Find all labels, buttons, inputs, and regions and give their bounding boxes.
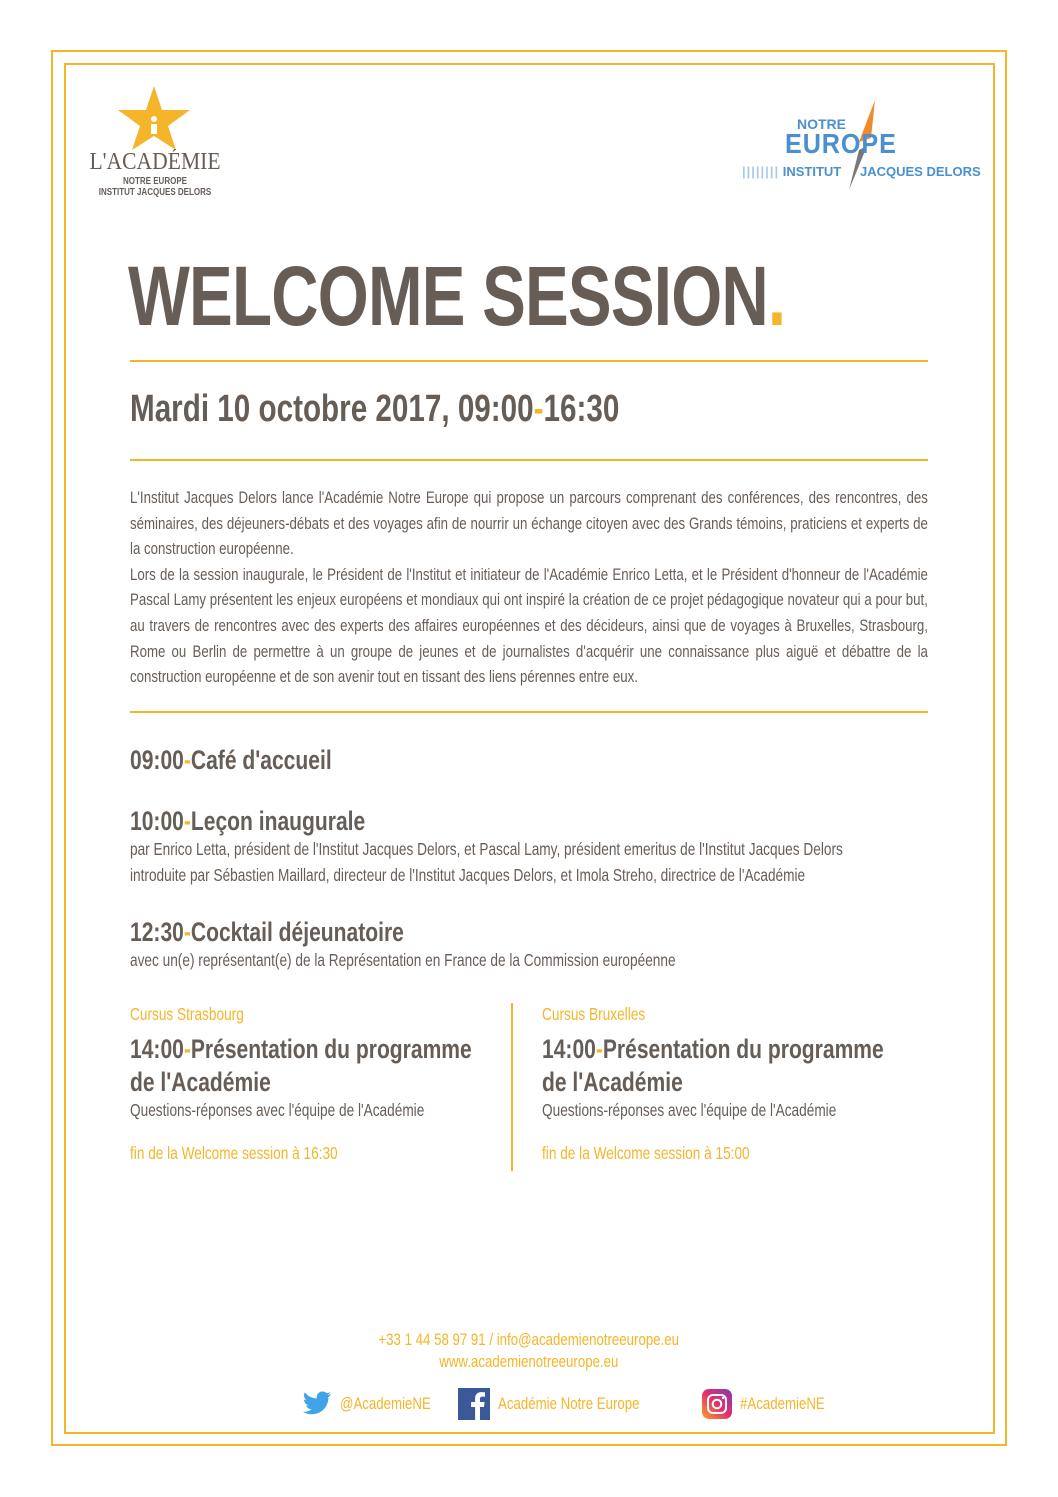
instagram-icon[interactable] [702, 1389, 732, 1419]
logo-institut: INSTITUT [782, 164, 842, 179]
facebook-page[interactable]: Académie Notre Europe [498, 1394, 640, 1413]
logo-notre: NOTRE [797, 116, 846, 132]
intro-text [130, 485, 928, 690]
column-divider [511, 1003, 513, 1171]
intro-paragraph: Lors de la session inaugurale, le Président de l'Institut et initiateur de l'Académie Enrico Letta, et le Président d'honneur de l'Académie Pascal Lamy présentent les enjeux européens et mondiaux qui ont inspiré la création de ce projet pédagogique novateur qui a pour but, au travers de rencontres avec des experts des affaires européennes et des décideurs, ainsi que de voyages à Bruxelles, Strasbourg, Rome ou Berlin de permettre à un groupe de jeunes et de journalistes d'acquérir une connaissance plus aiguë et débattre de la construction européenne et de son avenir tout en tissant des liens pérennes entre eux. [130, 564, 928, 687]
logo-jacques-delors: JACQUES DELORS [860, 164, 981, 179]
schedule-item: 09:00-Café d'accueil [130, 745, 332, 775]
divider [130, 360, 928, 362]
cursus-bruxelles: Cursus Bruxelles 14:00-Présentation du programme de l'Académie Questions-réponses avec l'équipe de l'Académie fin de la Welcome session à 15:00 [542, 1004, 884, 1163]
academie-logo-sub1: NOTRE EUROPE [122, 176, 187, 187]
academie-logo-sub2: INSTITUT JACQUES DELORS [98, 187, 212, 198]
twitter-icon[interactable] [302, 1391, 332, 1417]
star-icon [116, 86, 192, 150]
event-date: Mardi 10 octobre 2017, 09:00-16:30 [130, 388, 620, 430]
academie-logo [80, 86, 230, 198]
facebook-icon[interactable] [458, 1388, 490, 1420]
schedule-item: 10:00-Leçon inaugurale par Enrico Letta, président de l'Institut Jacques Delors, et Pascal Lamy, président emeritus de l'Institut Jacques Delors introduite par Sébastien Maillard, directeur de l'Institut Jacques Delors, et Imola Streho, directrice de l'Académie [130, 806, 843, 885]
notre-europe-logo: NOTRE EUROPE |||||||| INSTITUT JACQUES DELORS [742, 98, 972, 193]
intro-paragraph: L'Institut Jacques Delors lance l'Académie Notre Europe qui propose un parcours comprenant des conférences, des rencontres, des séminaires, des déjeuners-débats et des voyages afin de nourrir un échange citoyen avec des Grands témoins, praticiens et experts de la construction européenne. [130, 488, 928, 559]
website-link[interactable]: www.academienotreeurope.eu [439, 1352, 619, 1371]
social-links [302, 1388, 829, 1420]
schedule-item: 12:30-Cocktail déjeunatoire avec un(e) représentant(e) de la Représentation en France de la Commission européenne [130, 917, 676, 970]
academie-logo-name: L'ACADÉMIE [89, 149, 221, 175]
page-title: WELCOME SESSION. [128, 249, 786, 343]
instagram-hashtag[interactable]: #AcademieNE [739, 1394, 825, 1413]
logo-europe: EUROPE [785, 128, 897, 159]
twitter-handle[interactable]: @AcademieNE [340, 1394, 431, 1413]
divider [130, 459, 928, 461]
cursus-strasbourg: Cursus Strasbourg 14:00-Présentation du programme de l'Académie Questions-réponses avec l'équipe de l'Académie fin de la Welcome session à 16:30 [130, 1004, 472, 1163]
contact-info: +33 1 44 58 97 91 / info@academienotreeurope.eu [378, 1330, 680, 1349]
divider [130, 711, 928, 713]
